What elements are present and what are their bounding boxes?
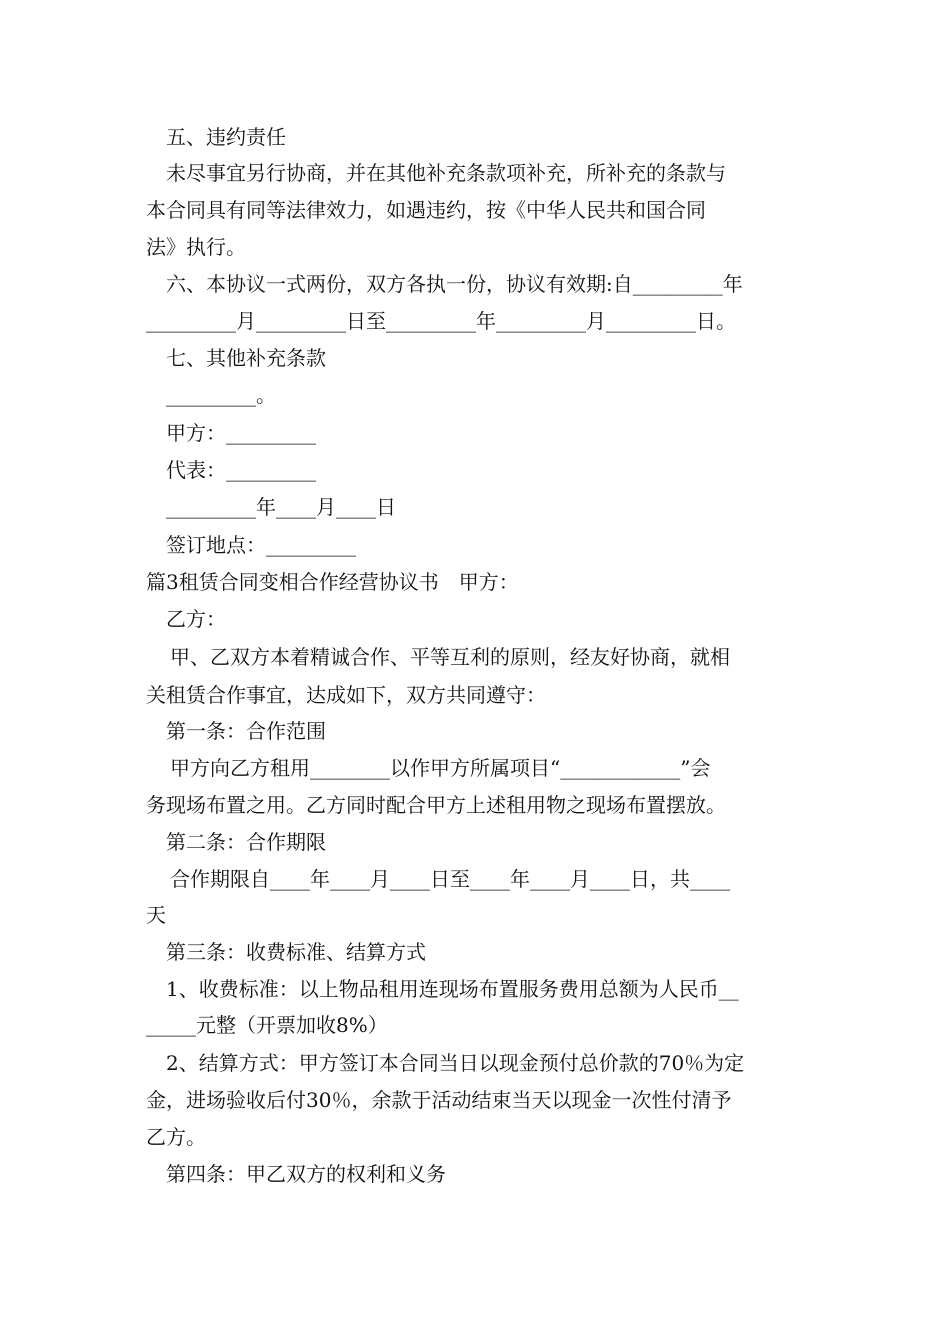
paragraph-line: 关租赁合作事宜，达成如下，双方共同遵守：	[146, 683, 546, 707]
paragraph-line: 金，进场验收后付30％，余款于活动结束当天以现金一次性付清予	[146, 1088, 732, 1112]
article-heading: 第三条：收费标准、结算方式	[166, 940, 426, 964]
paragraph-line: 天	[146, 903, 166, 927]
section-heading: 七、其他补充条款	[166, 346, 326, 370]
date-field: _________年____月____日	[166, 495, 396, 519]
paragraph-line: 六、本协议一式两份，双方各执一份，协议有效期:自_________年	[166, 272, 743, 296]
paragraph-line: 乙方。	[146, 1125, 206, 1149]
article-heading: 第一条：合作范围	[166, 719, 326, 743]
paragraph-line: _____元整（开票加收8%）	[146, 1013, 388, 1037]
party-a-field: 甲方：_________	[166, 421, 316, 445]
paragraph-line: 法》执行。	[146, 235, 246, 259]
representative-field: 代表：_________	[166, 458, 316, 482]
blank-line: _________。	[166, 383, 276, 407]
paragraph-line: 1、收费标准：以上物品租用连现场布置服务费用总额为人民币__	[166, 977, 739, 1001]
paragraph-line: 合作期限自____年____月____日至____年____月____日，共____	[170, 867, 730, 891]
paragraph-line: 务现场布置之用。乙方同时配合甲方上述租用物之现场布置摆放。	[146, 793, 726, 817]
section-heading: 五、违约责任	[166, 125, 286, 149]
paragraph-line: 本合同具有同等法律效力，如遇违约，按《中华人民共和国合同	[146, 198, 706, 222]
paragraph-line: _________月_________日至_________年_________月_________日。	[146, 309, 736, 333]
article-heading: 第二条：合作期限	[166, 830, 326, 854]
document-title: 篇3租赁合同变相合作经营协议书 甲方：	[146, 570, 519, 594]
paragraph-line: 甲方向乙方租用________以作甲方所属项目“____________”会	[170, 756, 711, 780]
paragraph-line: 未尽事宜另行协商，并在其他补充条款项补充，所补充的条款与	[166, 161, 726, 185]
paragraph-line: 2、结算方式：甲方签订本合同当日以现金预付总价款的70％为定	[166, 1051, 745, 1075]
party-b-field: 乙方：	[166, 607, 226, 631]
paragraph-line: 甲、乙双方本着精诚合作、平等互利的原则，经友好协商，就相	[170, 645, 730, 669]
signing-place-field: 签订地点：_________	[166, 533, 356, 557]
article-heading: 第四条：甲乙双方的权利和义务	[166, 1162, 446, 1186]
